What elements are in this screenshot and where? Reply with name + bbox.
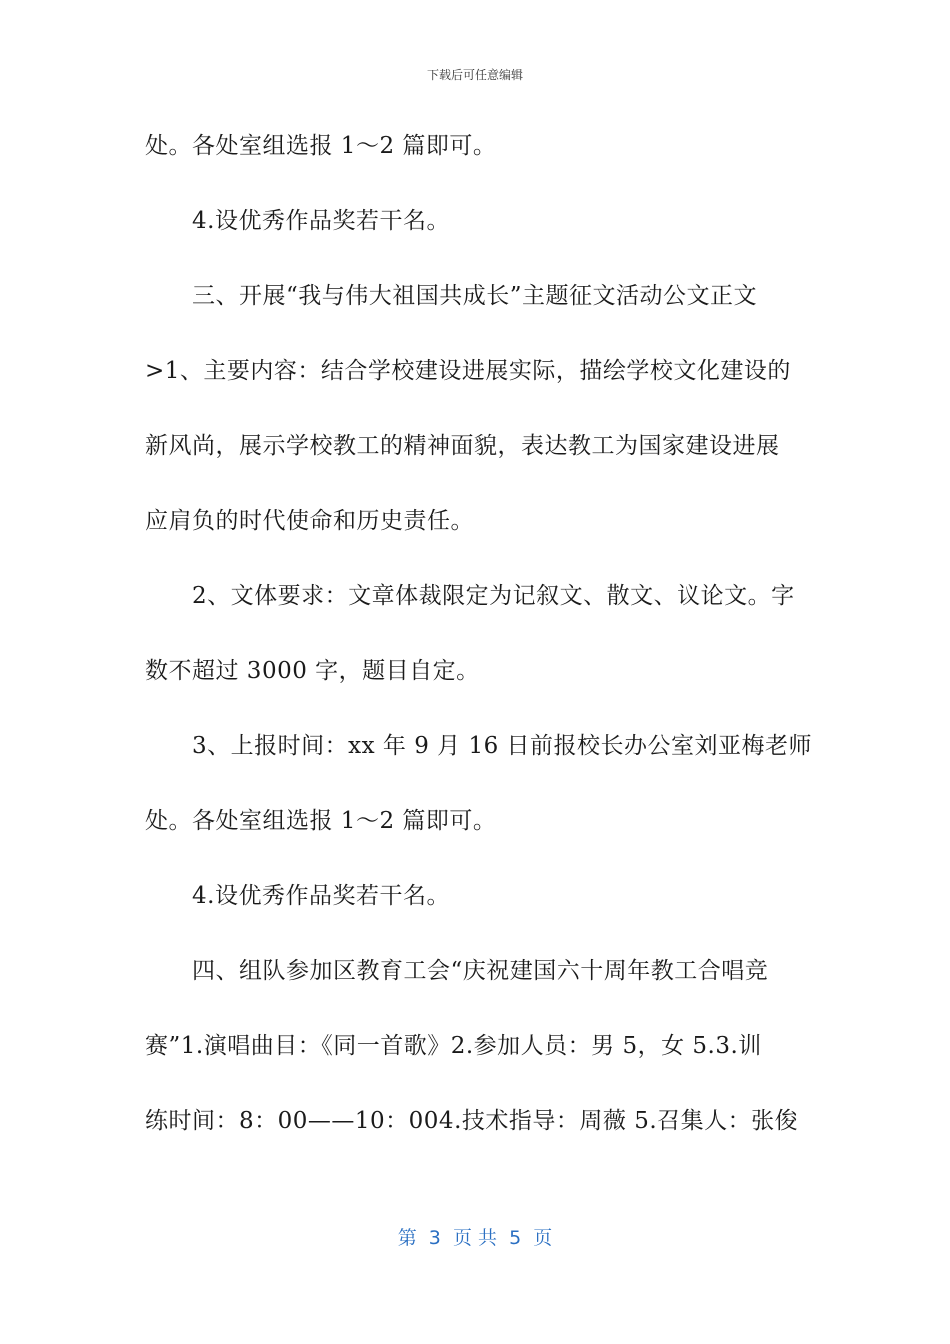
paragraph-line: 处。各处室组选报 1～2 篇即可。	[145, 808, 497, 834]
paragraph-line: 4.设优秀作品奖若干名。	[192, 208, 450, 234]
paragraph-line: 应肩负的时代使命和历史责任。	[145, 508, 474, 534]
paragraph-line: 2、文体要求：文章体裁限定为记叙文、散文、议论文。字	[192, 583, 795, 609]
page-number: 第 3 页 共 5 页	[397, 1227, 553, 1249]
paragraph-line: 新风尚，展示学校教工的精神面貌，表达教工为国家建设进展	[145, 433, 780, 459]
paragraph-line: 处。各处室组选报 1～2 篇即可。	[145, 133, 497, 159]
paragraph-line: 4.设优秀作品奖若干名。	[192, 883, 450, 909]
paragraph-line: 四、组队参加区教育工会“庆祝建国六十周年教工合唱竞	[192, 958, 769, 984]
paragraph-line: 练时间：8：00——10：004.技术指导：周薇 5.召集人：张俊	[145, 1108, 799, 1134]
header-note: 下载后可任意编辑	[426, 68, 523, 82]
paragraph-line: 赛”1.演唱曲目：《同一首歌》2.参加人员：男 5，女 5.3.训	[145, 1033, 762, 1059]
paragraph-line: 3、上报时间：xx 年 9 月 16 日前报校长办公室刘亚梅老师	[192, 733, 813, 759]
paragraph-line: 三、开展“我与伟大祖国共成长”主题征文活动公文正文	[192, 283, 758, 309]
paragraph-line: 数不超过 3000 字，题目自定。	[145, 658, 480, 684]
paragraph-line: >1、主要内容：结合学校建设进展实际，描绘学校文化建设的	[145, 358, 791, 384]
